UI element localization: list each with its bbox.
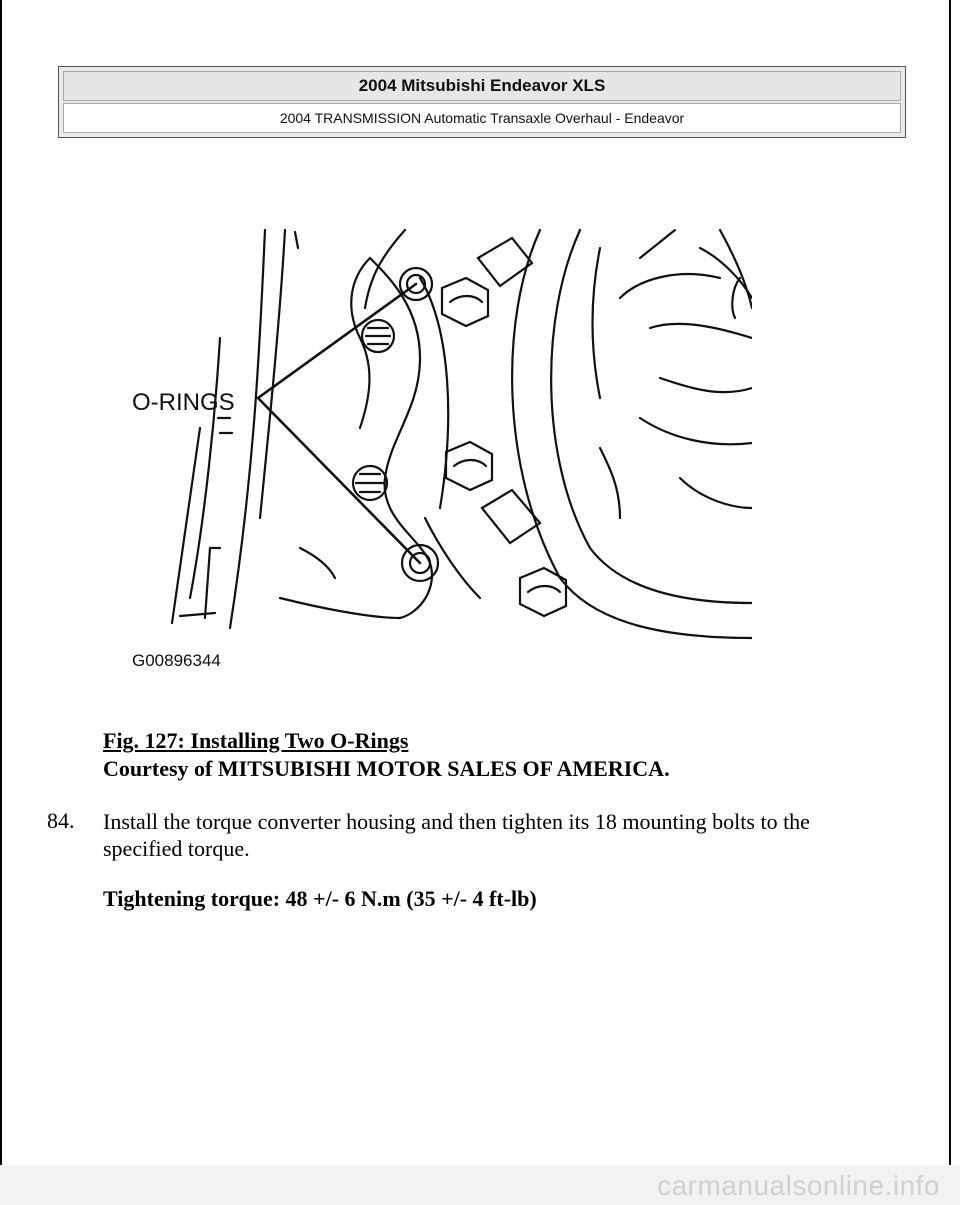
oring-installation-illustration: [120, 218, 752, 718]
figure-credit: Courtesy of MITSUBISHI MOTOR SALES OF AMERICA.: [103, 756, 670, 781]
figure-code: G00896344: [132, 651, 221, 670]
watermark-bar: [0, 1166, 960, 1205]
page-right-border: [949, 0, 951, 1165]
step-instruction: Install the torque converter housing and then tighten its 18 mounting bolts to the specified torque.: [103, 809, 810, 861]
figure-caption[interactable]: Fig. 127: Installing Two O-Rings: [103, 728, 409, 753]
header-subtitle-row: [63, 103, 901, 133]
step-number: 84.: [47, 808, 75, 833]
document-header: [58, 66, 906, 138]
section-title: 2004 TRANSMISSION Automatic Transaxle Overhaul - Endeavor: [279, 110, 685, 126]
torque-spec: Tightening torque: 48 +/- 6 N.m (35 +/- 4 ft-lb): [103, 886, 537, 911]
vehicle-title: 2004 Mitsubishi Endeavor XLS: [358, 76, 606, 95]
header-title-row: [63, 71, 901, 101]
watermark-text: carmanualsonline.info: [657, 1170, 940, 1201]
page-left-border: [0, 0, 2, 1165]
o-rings-callout-label: O-RINGS: [132, 389, 235, 416]
